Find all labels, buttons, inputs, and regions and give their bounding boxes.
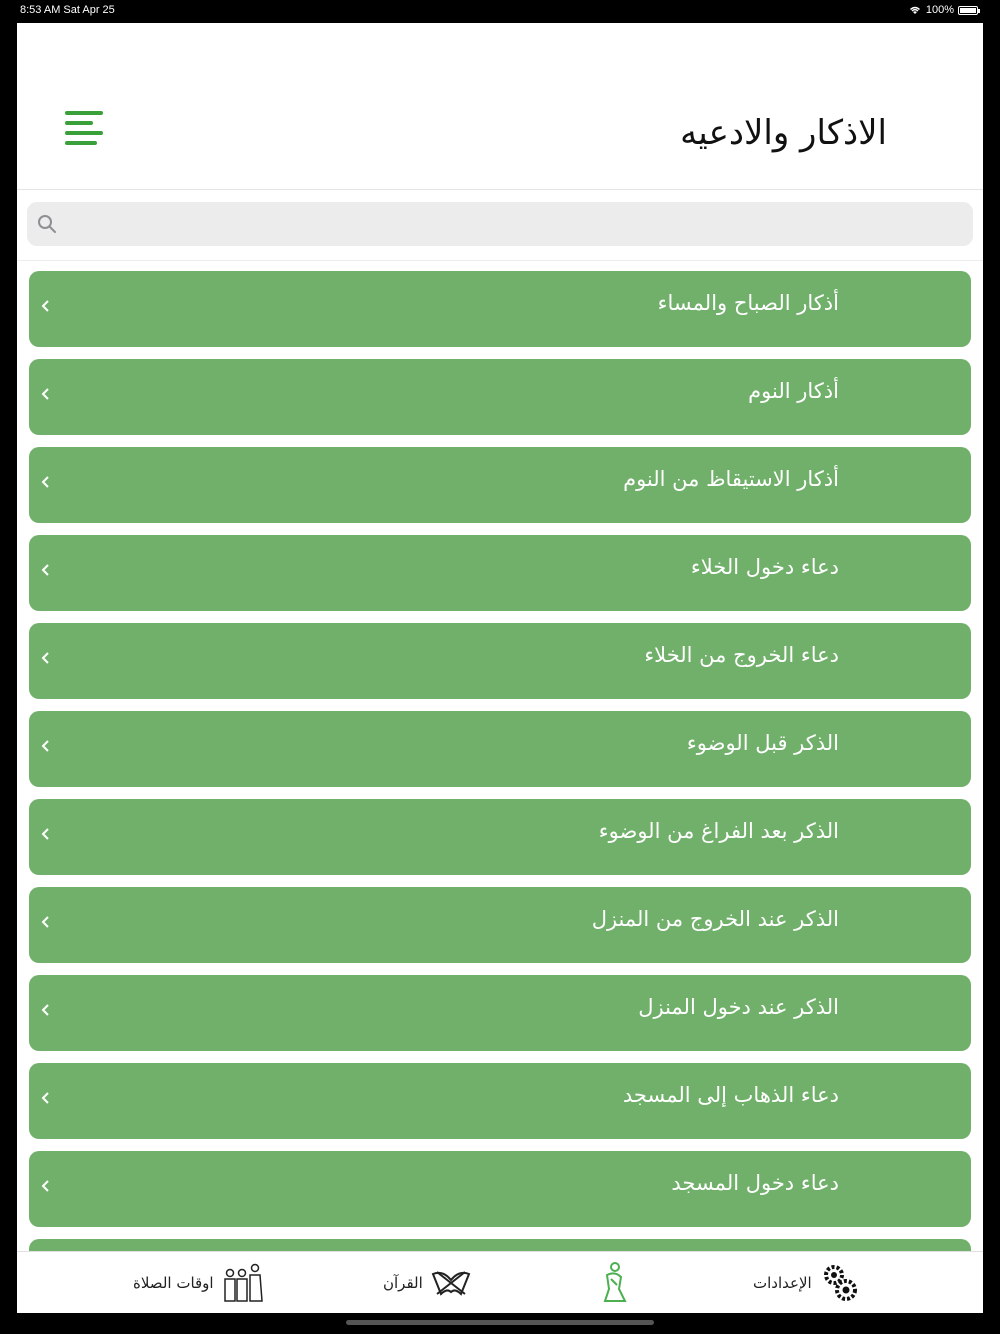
app-window [17, 23, 983, 1313]
home-indicator[interactable] [346, 1320, 654, 1325]
prayer-times-icon [222, 1263, 264, 1303]
tab-adhkar[interactable] [591, 1252, 629, 1313]
list-item-label: الذكر قبل الوضوء [686, 731, 839, 755]
search-bar [17, 190, 983, 261]
menu-icon-line [65, 131, 103, 135]
chevron-left-icon [39, 1003, 53, 1017]
chevron-left-icon [39, 1179, 53, 1193]
tab-settings-label: الإعدادات [753, 1274, 812, 1292]
list-item-label: دعاء دخول المسجد [671, 1171, 839, 1195]
status-right [908, 4, 978, 16]
adhkar-list [17, 271, 983, 1251]
menu-icon-line [65, 141, 97, 145]
search-input[interactable] [71, 202, 965, 248]
list-item-label: الذكر بعد الفراغ من الوضوء [598, 819, 839, 843]
menu-icon [65, 111, 103, 115]
list-item-label: أذكار الاستيقاظ من النوم [623, 467, 839, 491]
list-item[interactable] [29, 359, 971, 435]
list-item[interactable] [29, 799, 971, 875]
battery-icon [958, 6, 978, 15]
page-title: الاذكار والادعيه [680, 113, 887, 153]
quran-icon [431, 1268, 471, 1298]
list-item-label: أذكار الصباح والمساء [657, 291, 839, 315]
list-item[interactable] [29, 1151, 971, 1227]
chevron-left-icon [39, 299, 53, 313]
list-item-partial[interactable] [29, 1239, 971, 1251]
list-item[interactable] [29, 271, 971, 347]
list-item[interactable] [29, 535, 971, 611]
search-icon [37, 214, 57, 234]
chevron-left-icon [39, 563, 53, 577]
status-bar [0, 0, 1000, 22]
list-item[interactable] [29, 711, 971, 787]
list-item[interactable] [29, 1063, 971, 1139]
list-item-label: الذكر عند دخول المنزل [638, 995, 839, 1019]
list-item-label: دعاء الخروج من الخلاء [644, 643, 839, 667]
list-item[interactable] [29, 623, 971, 699]
wifi-icon [908, 5, 922, 15]
tab-prayer-times[interactable] [133, 1252, 264, 1313]
tab-prayer-times-label: اوقات الصلاة [133, 1274, 214, 1292]
list-item[interactable] [29, 975, 971, 1051]
gears-icon [820, 1263, 862, 1303]
chevron-left-icon [39, 739, 53, 753]
menu-icon-line [65, 121, 93, 125]
chevron-left-icon [39, 915, 53, 929]
chevron-left-icon [39, 475, 53, 489]
list-item[interactable] [29, 447, 971, 523]
tab-settings[interactable] [753, 1252, 862, 1313]
list-item-label: أذكار النوم [748, 379, 839, 403]
tab-bar [17, 1251, 983, 1313]
menu-button[interactable] [65, 111, 107, 151]
praying-person-icon [599, 1261, 629, 1305]
list-item-label: الذكر عند الخروج من المنزل [591, 907, 839, 931]
chevron-left-icon [39, 387, 53, 401]
battery-percent: 100% [925, 4, 954, 16]
tab-quran-label: القرآن [383, 1274, 423, 1292]
chevron-left-icon [39, 827, 53, 841]
list-item-label: دعاء الذهاب إلى المسجد [622, 1083, 839, 1107]
header [17, 23, 983, 190]
chevron-left-icon [39, 651, 53, 665]
status-time: 8:53 AM Sat Apr 25 [20, 4, 115, 16]
list-item-label: دعاء دخول الخلاء [690, 555, 839, 579]
search-field[interactable] [27, 202, 973, 246]
list-item[interactable] [29, 887, 971, 963]
tab-quran[interactable] [383, 1252, 471, 1313]
chevron-left-icon [39, 1091, 53, 1105]
